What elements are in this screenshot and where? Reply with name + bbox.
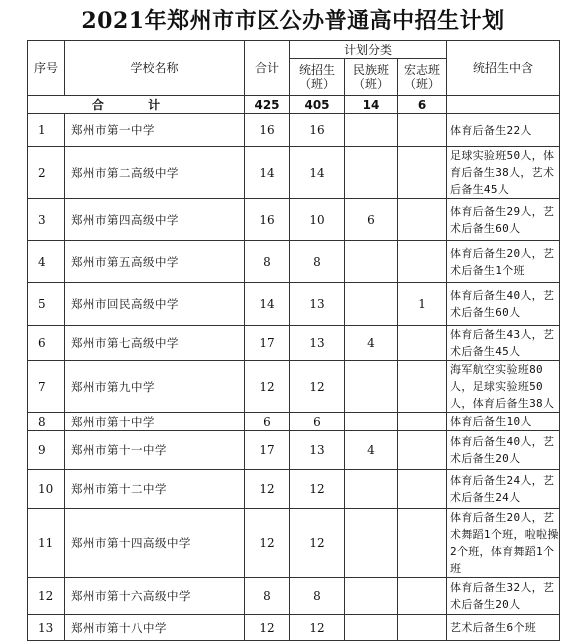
cell-seq: 10 xyxy=(28,470,65,509)
cell-unified: 10 xyxy=(290,199,345,241)
total-note xyxy=(447,96,560,114)
cell-ethnic xyxy=(345,470,398,509)
table-row xyxy=(28,361,560,413)
cell-seq: 1 xyxy=(28,114,65,147)
table-row xyxy=(28,578,560,615)
cell-note: 体育后备生20人，艺术后备生1个班 xyxy=(447,241,560,283)
table-row xyxy=(28,470,560,509)
cell-seq: 3 xyxy=(28,199,65,241)
cell-note: 体育后备生32人，艺术后备生20人 xyxy=(447,578,560,615)
cell-seq: 11 xyxy=(28,509,65,578)
header-unified: 统招生（班） xyxy=(290,59,345,96)
total-label: 合 计 xyxy=(28,96,245,114)
cell-seq: 7 xyxy=(28,361,65,413)
header-plan-group: 计划分类 xyxy=(290,41,447,59)
cell-total: 16 xyxy=(245,114,290,147)
cell-unified: 8 xyxy=(290,578,345,615)
enrollment-table xyxy=(27,40,560,641)
total-total: 425 xyxy=(245,96,290,114)
cell-total: 17 xyxy=(245,326,290,361)
cell-unified: 12 xyxy=(290,361,345,413)
cell-total: 12 xyxy=(245,509,290,578)
cell-school: 郑州市第四高级中学 xyxy=(65,199,245,241)
header-total: 合计 xyxy=(245,41,290,96)
cell-hongzhi xyxy=(398,147,447,199)
cell-ethnic xyxy=(345,578,398,615)
cell-note: 体育后备生20人，艺术舞蹈1个班，啦啦操2个班，体育舞蹈1个班 xyxy=(447,509,560,578)
cell-ethnic: 4 xyxy=(345,326,398,361)
cell-school: 郑州市第五高级中学 xyxy=(65,241,245,283)
cell-unified: 13 xyxy=(290,283,345,326)
table-row xyxy=(28,241,560,283)
table-row xyxy=(28,326,560,361)
cell-hongzhi xyxy=(398,114,447,147)
header-seq: 序号 xyxy=(28,41,65,96)
cell-note: 体育后备生29人，艺术后备生60人 xyxy=(447,199,560,241)
table-row xyxy=(28,509,560,578)
cell-ethnic xyxy=(345,147,398,199)
cell-hongzhi xyxy=(398,361,447,413)
cell-total: 8 xyxy=(245,241,290,283)
cell-total: 12 xyxy=(245,615,290,641)
cell-total: 17 xyxy=(245,431,290,470)
cell-unified: 13 xyxy=(290,431,345,470)
cell-school: 郑州市第十八中学 xyxy=(65,615,245,641)
cell-note: 体育后备生43人，艺术后备生45人 xyxy=(447,326,560,361)
cell-hongzhi xyxy=(398,413,447,431)
cell-seq: 4 xyxy=(28,241,65,283)
header-ethnic: 民族班（班） xyxy=(345,59,398,96)
total-hongzhi: 6 xyxy=(398,96,447,114)
cell-unified: 8 xyxy=(290,241,345,283)
cell-ethnic xyxy=(345,361,398,413)
cell-ethnic xyxy=(345,114,398,147)
total-ethnic: 14 xyxy=(345,96,398,114)
cell-hongzhi xyxy=(398,431,447,470)
header-hongzhi: 宏志班（班） xyxy=(398,59,447,96)
cell-seq: 13 xyxy=(28,615,65,641)
cell-hongzhi: 1 xyxy=(398,283,447,326)
cell-school: 郑州市第一中学 xyxy=(65,114,245,147)
cell-unified: 13 xyxy=(290,326,345,361)
cell-school: 郑州市第十一中学 xyxy=(65,431,245,470)
total-unified: 405 xyxy=(290,96,345,114)
cell-hongzhi xyxy=(398,199,447,241)
cell-total: 16 xyxy=(245,199,290,241)
cell-note: 体育后备生40人，艺术后备生20人 xyxy=(447,431,560,470)
cell-unified: 6 xyxy=(290,413,345,431)
cell-note: 体育后备生10人 xyxy=(447,413,560,431)
cell-total: 14 xyxy=(245,147,290,199)
table-row xyxy=(28,147,560,199)
cell-seq: 2 xyxy=(28,147,65,199)
cell-total: 12 xyxy=(245,361,290,413)
cell-total: 12 xyxy=(245,470,290,509)
cell-note: 体育后备生24人，艺术后备生24人 xyxy=(447,470,560,509)
cell-hongzhi xyxy=(398,509,447,578)
cell-ethnic xyxy=(345,509,398,578)
table-row xyxy=(28,114,560,147)
cell-unified: 12 xyxy=(290,509,345,578)
cell-note: 体育后备生22人 xyxy=(447,114,560,147)
table-row xyxy=(28,283,560,326)
header-note: 统招生中含 xyxy=(447,41,560,96)
cell-hongzhi xyxy=(398,241,447,283)
cell-total: 6 xyxy=(245,413,290,431)
cell-seq: 9 xyxy=(28,431,65,470)
cell-note: 艺术后备生6个班 xyxy=(447,615,560,641)
cell-ethnic: 6 xyxy=(345,199,398,241)
header-school: 学校名称 xyxy=(65,41,245,96)
cell-school: 郑州市第九中学 xyxy=(65,361,245,413)
cell-total: 8 xyxy=(245,578,290,615)
cell-seq: 12 xyxy=(28,578,65,615)
cell-seq: 8 xyxy=(28,413,65,431)
cell-note: 足球实验班50人，体育后备生38人，艺术后备生45人 xyxy=(447,147,560,199)
cell-unified: 14 xyxy=(290,147,345,199)
cell-ethnic xyxy=(345,413,398,431)
cell-hongzhi xyxy=(398,326,447,361)
cell-ethnic xyxy=(345,283,398,326)
cell-total: 14 xyxy=(245,283,290,326)
cell-school: 郑州市第十四高级中学 xyxy=(65,509,245,578)
cell-unified: 12 xyxy=(290,615,345,641)
header-row-1 xyxy=(28,41,560,59)
cell-school: 郑州市回民高级中学 xyxy=(65,283,245,326)
cell-school: 郑州市第二高级中学 xyxy=(65,147,245,199)
page-title: 2021年郑州市市区公办普通高中招生计划 xyxy=(81,8,505,34)
cell-unified: 16 xyxy=(290,114,345,147)
table-row xyxy=(28,431,560,470)
cell-note: 体育后备生40人，艺术后备生60人 xyxy=(447,283,560,326)
table-row xyxy=(28,413,560,431)
cell-hongzhi xyxy=(398,470,447,509)
cell-unified: 12 xyxy=(290,470,345,509)
cell-ethnic: 4 xyxy=(345,431,398,470)
cell-school: 郑州市第十六高级中学 xyxy=(65,578,245,615)
cell-school: 郑州市第十二中学 xyxy=(65,470,245,509)
cell-ethnic xyxy=(345,241,398,283)
cell-seq: 5 xyxy=(28,283,65,326)
total-row xyxy=(28,96,560,114)
cell-seq: 6 xyxy=(28,326,65,361)
cell-hongzhi xyxy=(398,578,447,615)
cell-school: 郑州市第七高级中学 xyxy=(65,326,245,361)
table-row xyxy=(28,199,560,241)
cell-school: 郑州市第十中学 xyxy=(65,413,245,431)
cell-note: 海军航空实验班80人，足球实验班50人，体育后备生38人 xyxy=(447,361,560,413)
